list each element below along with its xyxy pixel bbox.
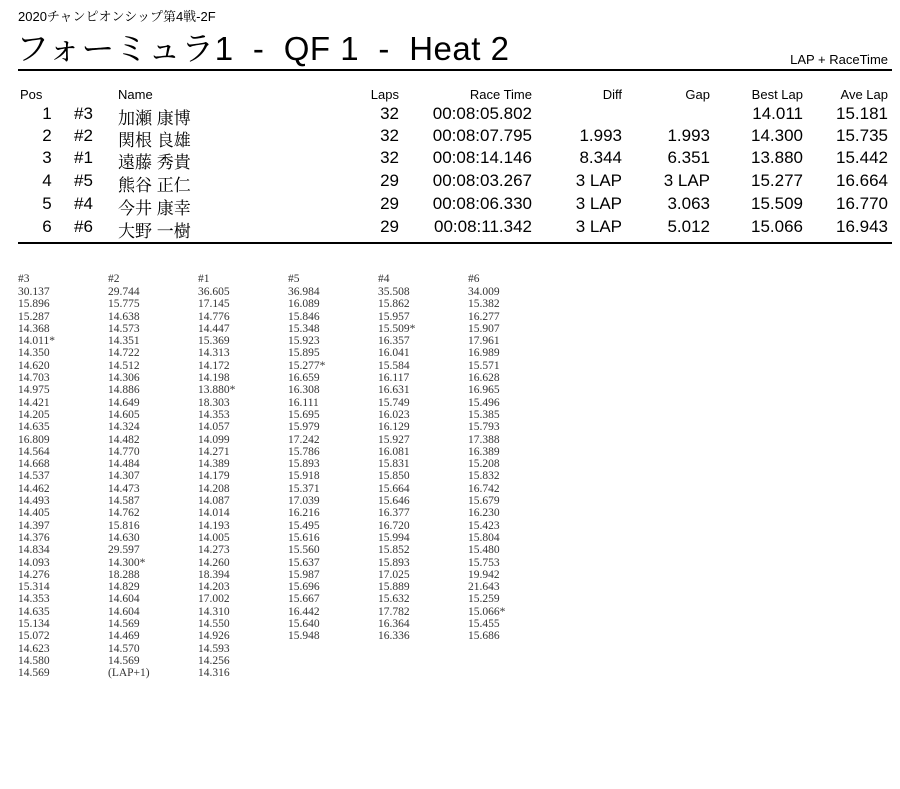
lap-time: 15.852	[378, 544, 410, 557]
lap-time: 14.193	[198, 519, 230, 532]
lap-time: 14.649	[108, 396, 140, 409]
results-divider	[18, 242, 892, 244]
lap-time: 14.635	[18, 605, 50, 618]
result-race-time: 00:08:14.146	[432, 148, 532, 167]
lap-time: 16.023	[378, 408, 410, 421]
lap-time: 16.216	[288, 507, 320, 520]
lap-time: 15.896	[18, 298, 50, 311]
lap-time: 15.889	[378, 581, 410, 594]
lap-time: 14.587	[108, 495, 140, 508]
lap-time: 14.405	[18, 507, 50, 520]
lap-time: 14.324	[108, 421, 140, 434]
result-best-lap: 15.277	[751, 171, 803, 190]
lap-time: 16.720	[378, 519, 410, 532]
result-diff: 3 LAP	[575, 217, 622, 236]
result-driver-name: 関根 良雄	[118, 131, 191, 150]
result-pos: 6	[42, 217, 52, 236]
lap-time: 15.616	[288, 531, 320, 544]
lap-time: 16.659	[288, 372, 320, 385]
lap-time: 15.382	[468, 298, 500, 311]
lap-time: 14.273	[198, 544, 230, 557]
lap-time: 17.242	[288, 433, 320, 446]
lap-time: 14.593	[198, 642, 230, 655]
result-pos: 5	[42, 194, 52, 213]
result-laps: 32	[380, 148, 399, 167]
lap-time: 15.277*	[288, 359, 326, 372]
lap-time: 14.569	[108, 618, 140, 631]
lap-time: 16.129	[378, 421, 410, 434]
result-gap: 3 LAP	[663, 171, 710, 190]
lap-time: 15.846	[288, 310, 320, 323]
lap-column	[468, 273, 558, 643]
lap-time: 15.423	[468, 519, 500, 532]
event-subtitle: 2020チャンピオンシップ第4戦-2F	[18, 9, 216, 24]
lap-time: 14.350	[18, 347, 50, 360]
lap-time: 14.271	[198, 445, 230, 458]
lap-time: 17.388	[468, 433, 500, 446]
result-car-number: #5	[74, 171, 93, 190]
lap-time: 16.081	[378, 445, 410, 458]
lap-time: 14.635	[18, 421, 50, 434]
lap-time: 15.066*	[468, 605, 506, 618]
lap-time: 14.276	[18, 568, 50, 581]
lap-time: 16.389	[468, 445, 500, 458]
result-race-time: 00:08:06.330	[432, 194, 532, 213]
header-laps: Laps	[370, 87, 399, 102]
result-laps: 29	[380, 217, 399, 236]
lap-time: 14.353	[198, 408, 230, 421]
lap-time: 16.357	[378, 335, 410, 348]
lap-time: 15.850	[378, 470, 410, 483]
lap-time: 15.786	[288, 445, 320, 458]
lap-time: 14.620	[18, 359, 50, 372]
result-gap: 3.063	[667, 194, 710, 213]
lap-time: 14.829	[108, 581, 140, 594]
lap-time: 16.041	[378, 347, 410, 360]
result-ave-lap: 16.770	[836, 194, 888, 213]
lap-time: 15.832	[468, 470, 500, 483]
lap-time: 14.093	[18, 556, 50, 569]
result-car-number: #1	[74, 148, 93, 167]
lap-time: 16.308	[288, 384, 320, 397]
lap-column	[108, 273, 198, 680]
lap-time: 16.989	[468, 347, 500, 360]
lap-time: 14.722	[108, 347, 140, 360]
lap-time: 15.496	[468, 396, 500, 409]
lap-time: 14.580	[18, 654, 50, 667]
lap-time: 14.057	[198, 421, 230, 434]
header-race-time: Race Time	[469, 87, 532, 102]
header-pos: Pos	[20, 87, 43, 102]
result-laps: 32	[380, 104, 399, 123]
lap-time: 15.637	[288, 556, 320, 569]
lap-time: 15.816	[108, 519, 140, 532]
lap-time: 15.371	[288, 482, 320, 495]
lap-column-car: #1	[198, 273, 210, 285]
result-driver-name: 熊谷 正仁	[118, 176, 191, 195]
lap-time: 14.569	[18, 667, 50, 680]
lap-column-car: #2	[108, 273, 120, 285]
lap-time: 14.638	[108, 310, 140, 323]
result-gap: 6.351	[667, 148, 710, 167]
lap-column-car: #5	[288, 273, 300, 285]
lap-time: 14.473	[108, 482, 140, 495]
lap-time: 14.208	[198, 482, 230, 495]
lap-time: 13.880*	[198, 384, 236, 397]
result-driver-name: 加瀬 康博	[118, 109, 191, 128]
lap-time: 14.668	[18, 458, 50, 471]
lap-time: 15.793	[468, 421, 500, 434]
lap-time: 15.480	[468, 544, 500, 557]
lap-time: 14.462	[18, 482, 50, 495]
lap-time: 15.987	[288, 568, 320, 581]
lap-time: 15.667	[288, 593, 320, 606]
lap-time: 15.753	[468, 556, 500, 569]
header-best-lap: Best Lap	[751, 87, 803, 102]
result-car-number: #2	[74, 126, 93, 145]
lap-time: 15.571	[468, 359, 500, 372]
header-ave-lap: Ave Lap	[840, 87, 888, 102]
lap-time: 14.623	[18, 642, 50, 655]
lap-time: 14.172	[198, 359, 230, 372]
lap-time: 14.926	[198, 630, 230, 643]
lap-time: 15.948	[288, 630, 320, 643]
lap-time: 14.482	[108, 433, 140, 446]
lap-time: 15.134	[18, 618, 50, 631]
lap-type-label: LAP + RaceTime	[790, 52, 888, 67]
lap-time: 14.260	[198, 556, 230, 569]
lap-column	[198, 273, 288, 680]
lap-time: 15.072	[18, 630, 50, 643]
result-best-lap: 15.066	[751, 217, 803, 236]
lap-time: 14.005	[198, 531, 230, 544]
lap-time: 14.087	[198, 495, 230, 508]
lap-time: 16.628	[468, 372, 500, 385]
lap-time: 14.564	[18, 445, 50, 458]
lap-time: 15.348	[288, 322, 320, 335]
lap-time: 17.025	[378, 568, 410, 581]
result-race-time: 00:08:03.267	[432, 171, 532, 190]
lap-time: 16.965	[468, 384, 500, 397]
result-laps: 29	[380, 194, 399, 213]
result-row	[0, 126, 900, 150]
lap-time: 14.770	[108, 445, 140, 458]
lap-time: 14.447	[198, 322, 230, 335]
lap-time: 16.117	[378, 372, 410, 385]
lap-time: 15.560	[288, 544, 320, 557]
lap-time: 14.469	[108, 630, 140, 643]
result-gap: 1.993	[667, 126, 710, 145]
lap-column	[378, 273, 468, 643]
lap-time: 14.975	[18, 384, 50, 397]
result-pos: 3	[42, 148, 52, 167]
lap-time: 14.306	[108, 372, 140, 385]
lap-time: 17.002	[198, 593, 230, 606]
lap-time: 16.377	[378, 507, 410, 520]
header-divider	[18, 69, 892, 71]
lap-time: 15.495	[288, 519, 320, 532]
lap-time: 15.686	[468, 630, 500, 643]
lap-time: 14.313	[198, 347, 230, 360]
lap-time: 15.862	[378, 298, 410, 311]
lap-time: 16.442	[288, 605, 320, 618]
lap-time: 14.014	[198, 507, 230, 520]
lap-time: 14.099	[198, 433, 230, 446]
result-driver-name: 大野 一樹	[118, 222, 191, 241]
result-best-lap: 13.880	[751, 148, 803, 167]
lap-time: 29.744	[108, 286, 140, 298]
lap-time: 14.776	[198, 310, 230, 323]
lap-time: 14.256	[198, 654, 230, 667]
lap-time: 15.749	[378, 396, 410, 409]
lap-time: 18.303	[198, 396, 230, 409]
lap-time: 14.605	[108, 408, 140, 421]
lap-time: 34.009	[468, 286, 500, 298]
lap-column-car: #6	[468, 273, 480, 285]
page-title: フォーミュラ1 - QF 1 - Heat 2	[16, 30, 510, 67]
lap-column	[288, 273, 378, 643]
lap-time: 30.137	[18, 286, 50, 298]
lap-time: 18.288	[108, 568, 140, 581]
lap-time: 29.597	[108, 544, 140, 557]
result-race-time: 00:08:07.795	[432, 126, 532, 145]
lap-time: 14.573	[108, 322, 140, 335]
result-row	[0, 148, 900, 172]
lap-time: 36.984	[288, 286, 320, 298]
lap-time: 14.550	[198, 618, 230, 631]
result-gap: 5.012	[667, 217, 710, 236]
lap-time: 15.287	[18, 310, 50, 323]
lap-time: 15.804	[468, 531, 500, 544]
result-car-number: #3	[74, 104, 93, 123]
result-pos: 1	[42, 104, 52, 123]
lap-time: 14.703	[18, 372, 50, 385]
lap-time: 14.421	[18, 396, 50, 409]
lap-time: 17.961	[468, 335, 500, 348]
lap-time: 14.886	[108, 384, 140, 397]
result-diff: 3 LAP	[575, 171, 622, 190]
lap-time: 14.353	[18, 593, 50, 606]
lap-time: 14.205	[18, 408, 50, 421]
lap-time: 16.631	[378, 384, 410, 397]
lap-time: 14.389	[198, 458, 230, 471]
lap-time: 15.509*	[378, 322, 416, 335]
header-name: Name	[118, 87, 153, 102]
lap-time: 14.179	[198, 470, 230, 483]
lap-time: 14.368	[18, 322, 50, 335]
lap-time: 14.604	[108, 605, 140, 618]
lap-time: 14.512	[108, 359, 140, 372]
result-best-lap: 14.011	[752, 104, 803, 123]
lap-time: 15.208	[468, 458, 500, 471]
lap-time: 14.570	[108, 642, 140, 655]
lap-time: 14.630	[108, 531, 140, 544]
lap-time: 14.569	[108, 654, 140, 667]
lap-time: 15.775	[108, 298, 140, 311]
lap-time: 15.927	[378, 433, 410, 446]
result-row	[0, 194, 900, 218]
lap-time: 14.203	[198, 581, 230, 594]
result-diff: 8.344	[579, 148, 622, 167]
lap-time: 15.385	[468, 408, 500, 421]
lap-time: 15.455	[468, 618, 500, 631]
result-best-lap: 14.300	[751, 126, 803, 145]
lap-time: 14.604	[108, 593, 140, 606]
lap-time: 15.664	[378, 482, 410, 495]
lap-time: 16.089	[288, 298, 320, 311]
lap-time: 14.351	[108, 335, 140, 348]
lap-time: 15.957	[378, 310, 410, 323]
result-diff: 1.993	[579, 126, 622, 145]
result-ave-lap: 15.735	[836, 126, 888, 145]
lap-time: 15.369	[198, 335, 230, 348]
lap-time: 16.742	[468, 482, 500, 495]
lap-time: 17.039	[288, 495, 320, 508]
lap-time: 14.300*	[108, 556, 146, 569]
lap-time: 19.942	[468, 568, 500, 581]
result-driver-name: 今井 康幸	[118, 199, 191, 218]
lap-time: 36.605	[198, 286, 230, 298]
result-diff: 3 LAP	[575, 194, 622, 213]
result-ave-lap: 15.181	[836, 104, 888, 123]
lap-time: 14.376	[18, 531, 50, 544]
result-row	[0, 104, 900, 128]
lap-time: 14.397	[18, 519, 50, 532]
result-car-number: #6	[74, 217, 93, 236]
lap-time: 15.923	[288, 335, 320, 348]
result-driver-name: 遠藤 秀貴	[118, 153, 191, 172]
lap-time: 15.632	[378, 593, 410, 606]
lap-time: 14.198	[198, 372, 230, 385]
lap-time: 14.484	[108, 458, 140, 471]
result-pos: 2	[42, 126, 52, 145]
header-diff: Diff	[602, 87, 622, 102]
lap-time: (LAP+1)	[108, 667, 150, 680]
lap-time: 15.994	[378, 531, 410, 544]
result-row	[0, 171, 900, 195]
lap-time: 35.508	[378, 286, 410, 298]
lap-time: 16.111	[288, 396, 319, 409]
lap-time: 15.314	[18, 581, 50, 594]
lap-time: 17.145	[198, 298, 230, 311]
result-race-time: 00:08:05.802	[432, 104, 532, 123]
result-ave-lap: 16.943	[836, 217, 888, 236]
result-pos: 4	[42, 171, 52, 190]
lap-time: 15.895	[288, 347, 320, 360]
lap-time: 16.277	[468, 310, 500, 323]
lap-time: 15.918	[288, 470, 320, 483]
result-ave-lap: 16.664	[836, 171, 888, 190]
lap-time: 15.893	[378, 556, 410, 569]
lap-time: 15.696	[288, 581, 320, 594]
result-row	[0, 217, 900, 241]
lap-time: 15.893	[288, 458, 320, 471]
result-car-number: #4	[74, 194, 93, 213]
lap-time: 15.646	[378, 495, 410, 508]
result-race-time: 00:08:11.342	[434, 217, 532, 236]
lap-time: 15.259	[468, 593, 500, 606]
lap-time: 16.364	[378, 618, 410, 631]
lap-time: 14.537	[18, 470, 50, 483]
lap-column-car: #4	[378, 273, 390, 285]
lap-time: 14.493	[18, 495, 50, 508]
result-laps: 29	[380, 171, 399, 190]
lap-time: 21.643	[468, 581, 500, 594]
lap-time: 16.230	[468, 507, 500, 520]
lap-time: 14.834	[18, 544, 50, 557]
lap-time: 15.695	[288, 408, 320, 421]
lap-time: 16.809	[18, 433, 50, 446]
lap-time: 14.307	[108, 470, 140, 483]
lap-column-car: #3	[18, 273, 30, 285]
lap-time: 14.310	[198, 605, 230, 618]
lap-time: 14.316	[198, 667, 230, 680]
result-laps: 32	[380, 126, 399, 145]
lap-time: 16.336	[378, 630, 410, 643]
lap-time: 18.394	[198, 568, 230, 581]
lap-time: 15.979	[288, 421, 320, 434]
lap-time: 15.640	[288, 618, 320, 631]
lap-time: 17.782	[378, 605, 410, 618]
lap-time: 15.907	[468, 322, 500, 335]
header-gap: Gap	[685, 87, 710, 102]
lap-time: 14.762	[108, 507, 140, 520]
result-best-lap: 15.509	[751, 194, 803, 213]
result-ave-lap: 15.442	[836, 148, 888, 167]
lap-column	[18, 273, 108, 680]
lap-time: 15.679	[468, 495, 500, 508]
lap-time: 15.584	[378, 359, 410, 372]
lap-time: 15.831	[378, 458, 410, 471]
lap-time: 14.011*	[18, 335, 55, 348]
